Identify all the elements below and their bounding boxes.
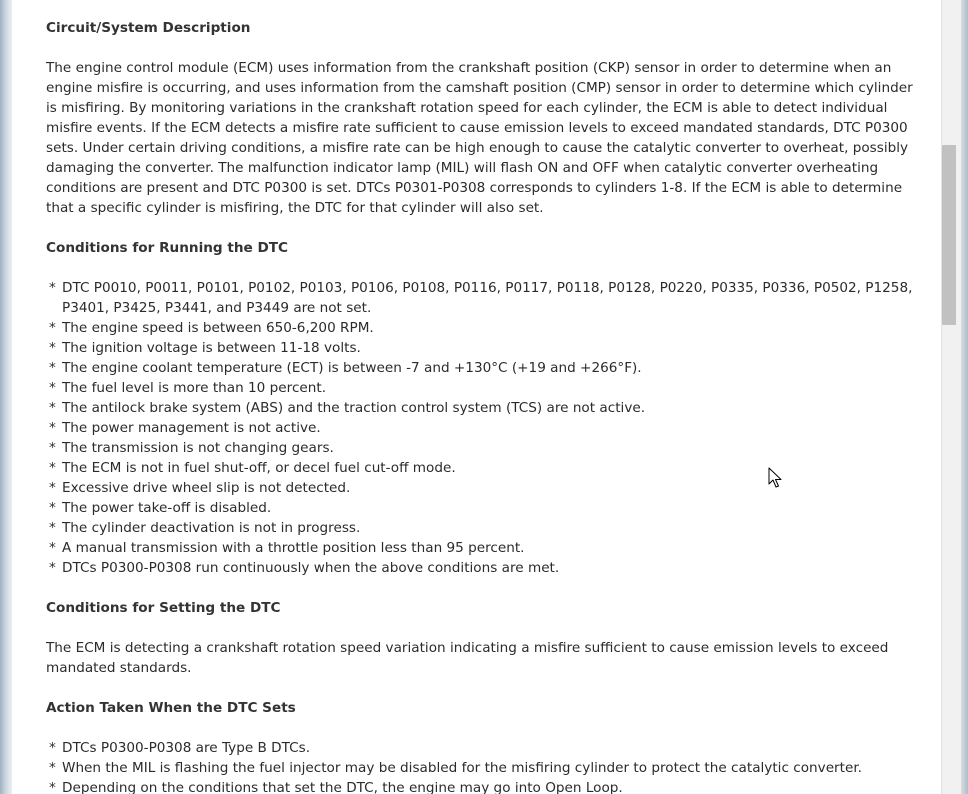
conditions-setting-text: The ECM is detecting a crankshaft rotation speed variation indicating a misfire sufficient to cause emission levels to exceed mandated standards. [46, 640, 889, 676]
background-window-edge-right [961, 0, 968, 794]
bullet: * [49, 780, 56, 794]
list-item: * DTCs P0300-P0308 are Type B DTCs. [49, 740, 311, 756]
list-item: * The engine coolant temperature (ECT) is between -7 and +130°C (+19 and +266°F). [49, 360, 642, 376]
list-item: * The antilock brake system (ABS) and the traction control system (TCS) are not active. [49, 400, 646, 416]
vertical-scrollbar-thumb[interactable] [942, 145, 956, 325]
list-item: * The ECM is not in fuel shut-off, or decel fuel cut-off mode. [49, 460, 456, 476]
list-item: * The cylinder deactivation is not in progress. [49, 520, 361, 536]
bullet: * [49, 440, 56, 456]
bullet: * [49, 380, 56, 396]
bullet: * [49, 420, 56, 436]
list-item: * DTC P0010, P0011, P0101, P0102, P0103, P0106, P0108, P0116, P0117, P0118, P0128, P0220, P0335, P0336, P0502, P1258, P3401, P3425, P3441, and P3449 are not set. [49, 280, 913, 316]
vertical-scrollbar-track[interactable] [941, 0, 961, 794]
section-title-conditions-running: Conditions for Running the DTC [46, 240, 289, 256]
bullet: * [49, 760, 56, 776]
background-window-edge [0, 0, 12, 794]
list-item: * When the MIL is flashing the fuel injector may be disabled for the misfiring cylinder to protect the catalytic converter. [49, 760, 862, 776]
bullet: * [49, 320, 56, 336]
document-panel [12, 0, 941, 794]
bullet: * [49, 480, 56, 496]
bullet: * [49, 340, 56, 356]
list-item: * The fuel level is more than 10 percent. [49, 380, 327, 396]
action-taken-list [46, 738, 926, 794]
bullet: * [49, 520, 56, 536]
list-item: * The transmission is not changing gears. [49, 440, 334, 456]
section-title-circuit-description: Circuit/System Description [46, 20, 251, 36]
list-item: * The ignition voltage is between 11-18 volts. [49, 340, 361, 356]
list-item: * Excessive drive wheel slip is not detected. [49, 480, 351, 496]
bullet: * [49, 400, 56, 416]
list-item: * A manual transmission with a throttle position less than 95 percent. [49, 540, 525, 556]
bullet: * [49, 740, 56, 756]
conditions-running-list [46, 278, 926, 578]
bullet: * [49, 560, 56, 576]
list-item: * The power management is not active. [49, 420, 321, 436]
list-item: * The power take-off is disabled. [49, 500, 272, 516]
circuit-description-text: The engine control module (ECM) uses information from the crankshaft position (CKP) sensor in order to determine when an engine misfire is occurring, and uses information from the camshaft position (CMP) sensor in order to determine which cylinder is misfiring. By monitoring variations in the crankshaft rotation speed for each cylinder, the ECM is able to detect individual misfire events. If the ECM detects a misfire rate sufficient to cause emission levels to exceed mandated standards, DTC P0300 sets. Under certain driving conditions, a misfire rate can be high enough to cause the catalytic converter to overheat, possibly damaging the converter. The malfunction indicator lamp (MIL) will flash ON and OFF when catalytic converter overheating conditions are present and DTC P0300 is set. DTCs P0301-P0308 corresponds to cylinders 1-8. If the ECM is able to determine that a specific cylinder is misfiring, the DTC for that cylinder will also set. [46, 60, 913, 216]
bullet: * [49, 360, 56, 376]
list-item: * DTCs P0300-P0308 run continuously when the above conditions are met. [49, 560, 560, 576]
bullet: * [49, 500, 56, 516]
list-item: * Depending on the conditions that set the DTC, the engine may go into Open Loop. [46, 778, 926, 794]
bullet: * [49, 540, 56, 556]
bullet: * [49, 460, 56, 476]
section-title-action-taken: Action Taken When the DTC Sets [46, 700, 296, 716]
list-item: * The engine speed is between 650-6,200 RPM. [49, 320, 374, 336]
section-title-conditions-setting: Conditions for Setting the DTC [46, 600, 281, 616]
mouse-pointer-icon [768, 467, 782, 489]
bullet: * [49, 280, 56, 296]
document-content [46, 18, 926, 794]
